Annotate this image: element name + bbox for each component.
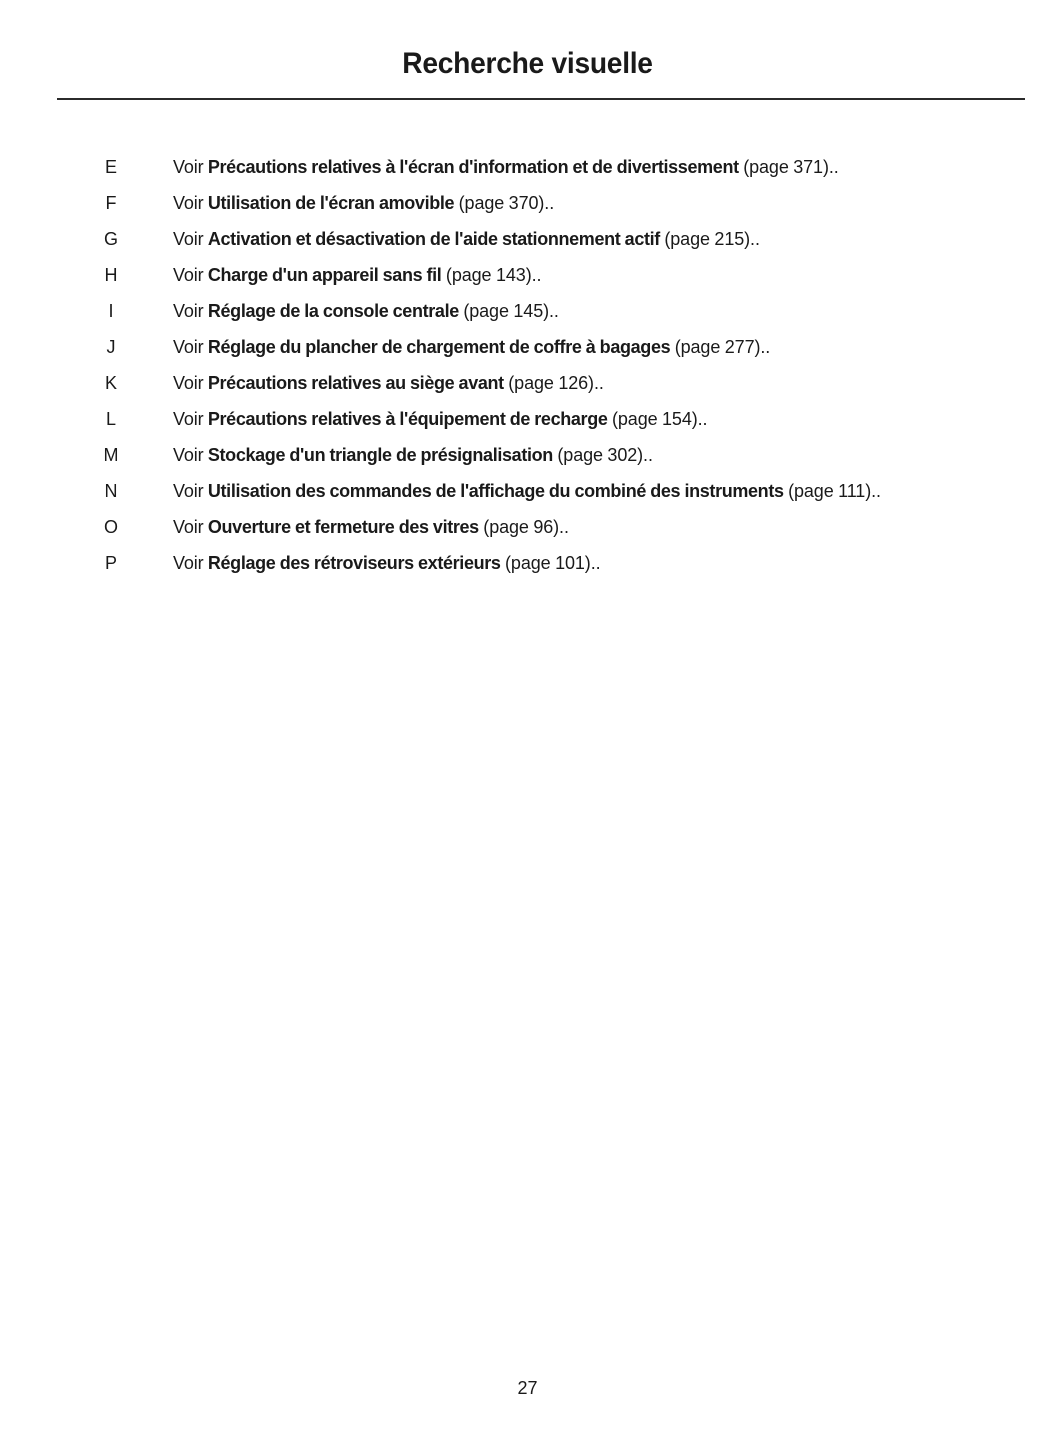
entry-reference	[173, 263, 1008, 287]
entry-page-reference[interactable]: (page 154)..	[611, 409, 708, 429]
index-entry	[0, 479, 1055, 503]
entry-title-link[interactable]: Précautions relatives à l'écran d'information et de divertissement	[207, 157, 739, 177]
entry-page-reference[interactable]: (page 371)..	[743, 157, 839, 177]
entry-title-link[interactable]: Ouverture et fermeture des vitres	[207, 517, 479, 537]
entry-page-reference[interactable]: (page 126)..	[508, 373, 604, 393]
entry-page-reference[interactable]: (page 143)..	[445, 265, 542, 285]
index-entry	[0, 227, 1055, 251]
see-label: Voir	[173, 481, 204, 501]
entry-page-reference[interactable]: (page 370)..	[458, 193, 555, 213]
entry-title-link[interactable]: Charge d'un appareil sans fil	[207, 265, 442, 285]
entry-reference	[173, 515, 1008, 539]
page-footer	[0, 1376, 1055, 1400]
entry-title-link[interactable]: Précautions relatives à l'équipement de recharge	[207, 409, 608, 429]
entry-reference	[173, 335, 1008, 359]
entry-reference	[173, 479, 1008, 503]
entry-reference	[173, 191, 1008, 215]
see-label: Voir	[173, 373, 204, 393]
index-entry	[0, 371, 1055, 395]
entry-title-link[interactable]: Stockage d'un triangle de présignalisation	[207, 445, 553, 465]
entry-page-reference[interactable]: (page 101)..	[505, 553, 601, 573]
entry-title-link[interactable]: Réglage de la console centrale	[207, 301, 459, 321]
index-entry	[0, 407, 1055, 431]
see-label: Voir	[173, 409, 204, 429]
index-entry	[0, 263, 1055, 287]
entry-letter: O	[103, 517, 118, 537]
see-label: Voir	[173, 265, 204, 285]
entry-letter: E	[104, 157, 117, 177]
index-entry	[0, 299, 1055, 323]
entry-title-link[interactable]: Réglage des rétroviseurs extérieurs	[207, 553, 501, 573]
entry-page-reference[interactable]: (page 302)..	[557, 445, 653, 465]
see-label: Voir	[173, 337, 204, 357]
index-entry	[0, 551, 1055, 575]
index-entry	[0, 443, 1055, 467]
entry-page-reference[interactable]: (page 145)..	[463, 301, 559, 321]
see-label: Voir	[173, 193, 204, 213]
entry-letter: P	[104, 553, 117, 573]
entry-letter: L	[105, 409, 116, 429]
entry-title-link[interactable]: Réglage du plancher de chargement de coffre à bagages	[207, 337, 671, 357]
see-label: Voir	[173, 517, 204, 537]
entry-letter: J	[106, 337, 116, 357]
entry-reference	[173, 551, 1008, 575]
entry-letter: I	[108, 301, 114, 321]
entry-reference	[173, 443, 1008, 467]
index-entry	[0, 155, 1055, 179]
entry-reference	[173, 299, 1008, 323]
index-entry	[0, 191, 1055, 215]
see-label: Voir	[173, 553, 204, 573]
header-divider	[57, 98, 1025, 100]
page-number: 27	[517, 1378, 538, 1398]
page-title: Recherche visuelle	[402, 47, 653, 80]
see-label: Voir	[173, 301, 204, 321]
entry-reference	[173, 371, 1008, 395]
entry-reference	[173, 227, 1008, 251]
entry-reference	[173, 407, 1008, 431]
entry-title-link[interactable]: Utilisation des commandes de l'affichage du combiné des instruments	[207, 481, 784, 501]
entry-letter: G	[103, 229, 118, 249]
see-label: Voir	[173, 229, 204, 249]
entry-reference	[173, 155, 1008, 179]
see-label: Voir	[173, 157, 204, 177]
visual-index-list	[0, 155, 1055, 575]
index-entry	[0, 335, 1055, 359]
entry-title-link[interactable]: Activation et désactivation de l'aide stationnement actif	[207, 229, 660, 249]
entry-letter: H	[104, 265, 118, 285]
entry-page-reference[interactable]: (page 96)..	[483, 517, 569, 537]
entry-letter: M	[103, 445, 119, 465]
entry-page-reference[interactable]: (page 111)..	[788, 481, 881, 501]
entry-title-link[interactable]: Utilisation de l'écran amovible	[207, 193, 455, 213]
entry-letter: N	[104, 481, 118, 501]
index-entry	[0, 515, 1055, 539]
entry-letter: F	[105, 193, 117, 213]
see-label: Voir	[173, 445, 204, 465]
entry-title-link[interactable]: Précautions relatives au siège avant	[207, 373, 504, 393]
entry-page-reference[interactable]: (page 215)..	[664, 229, 760, 249]
entry-letter: K	[104, 373, 117, 393]
entry-page-reference[interactable]: (page 277)..	[674, 337, 771, 357]
